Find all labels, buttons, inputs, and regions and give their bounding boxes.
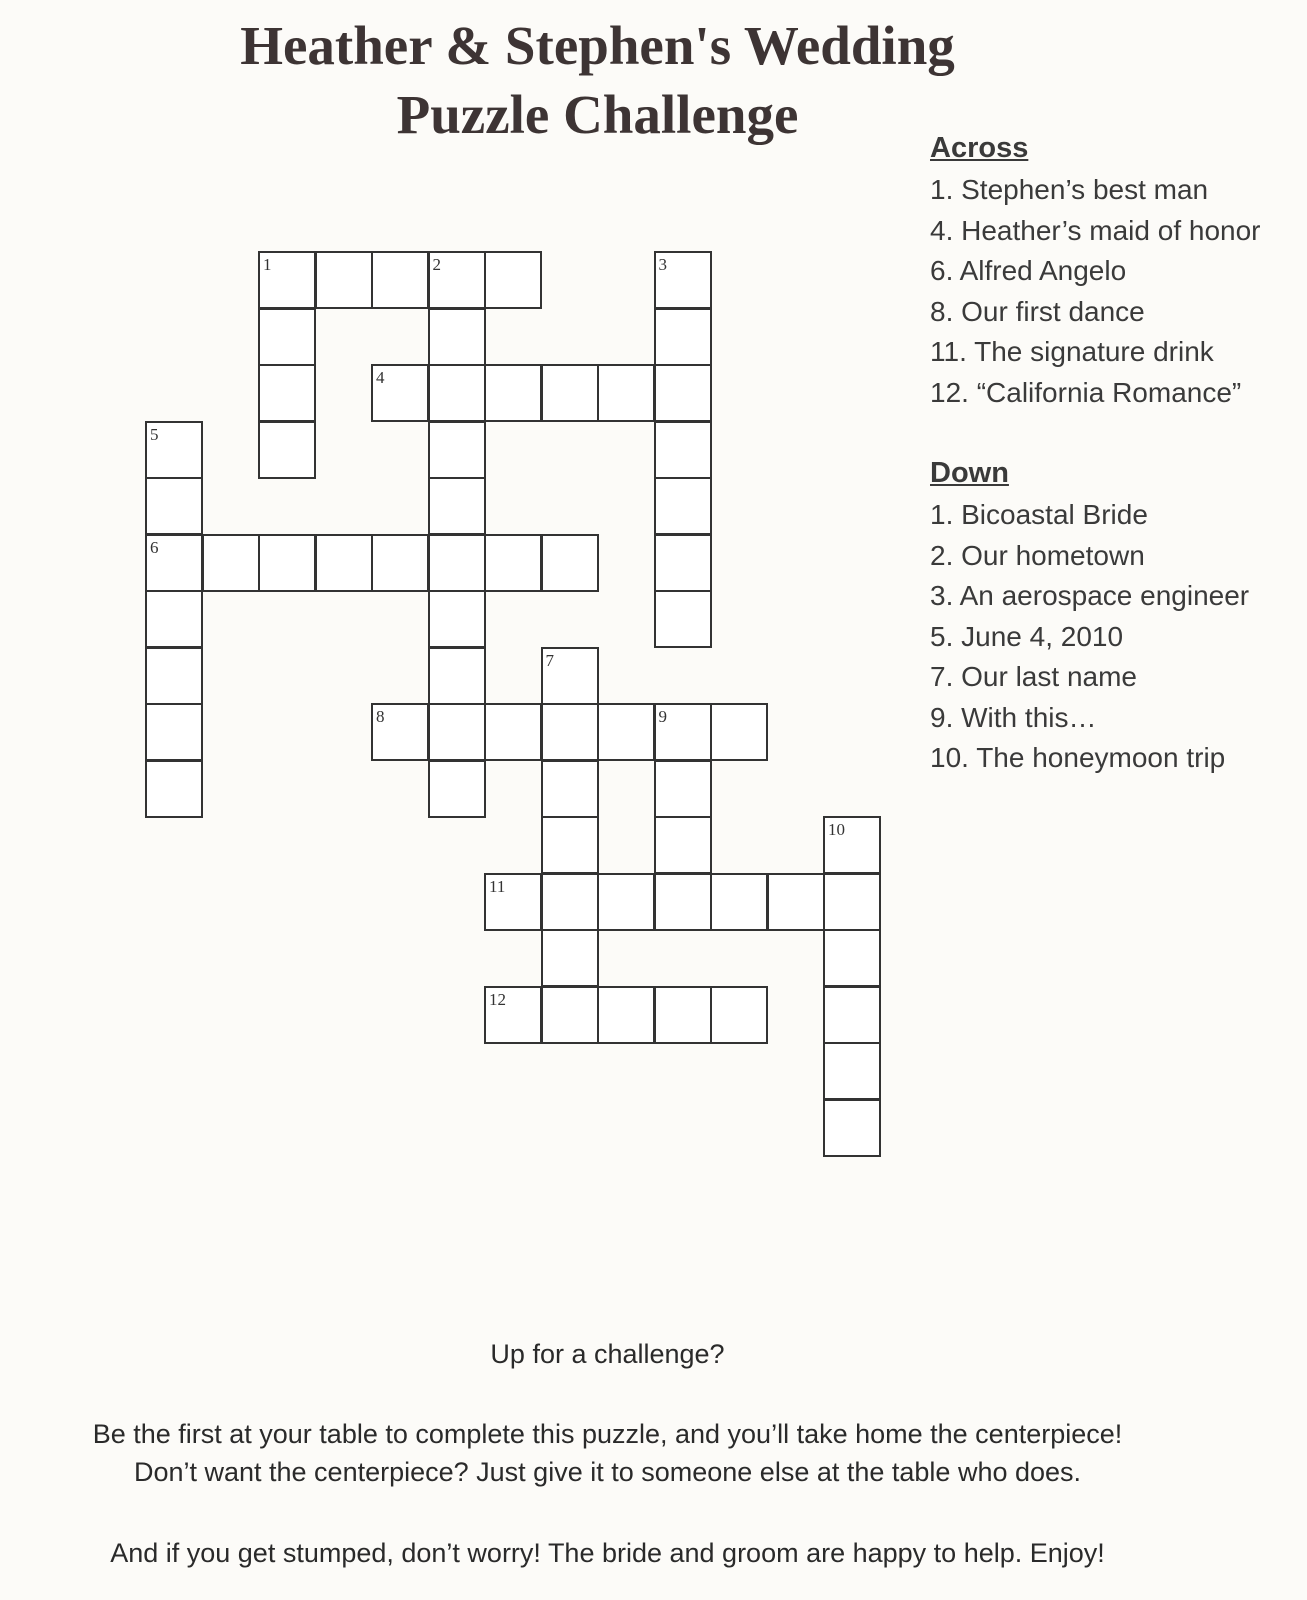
crossword-cell[interactable]: [258, 251, 316, 309]
crossword-cell[interactable]: [654, 986, 712, 1044]
crossword-cell[interactable]: [484, 703, 542, 761]
down-clue: 2. Our hometown: [930, 539, 1145, 571]
crossword-cell[interactable]: [710, 703, 768, 761]
page-title-line-1: Heather & Stephen's Wedding: [240, 15, 955, 76]
crossword-cell[interactable]: [597, 703, 655, 761]
crossword-cell[interactable]: [654, 590, 712, 648]
across-clue-list: [930, 170, 1261, 413]
crossword-cell[interactable]: [654, 760, 712, 818]
crossword-cell[interactable]: [654, 873, 712, 931]
down-clue: 7. Our last name: [930, 661, 1137, 692]
down-clue: 3. An aerospace engineer: [930, 580, 1250, 611]
clue-number: 5: [150, 424, 159, 444]
across-heading: Across: [930, 132, 1029, 164]
crossword-cell[interactable]: [597, 873, 655, 931]
crossword-cell[interactable]: [654, 421, 712, 479]
crossword-cell[interactable]: [258, 308, 316, 366]
crossword-cell[interactable]: [541, 986, 599, 1044]
page-title-line-2: Puzzle Challenge: [396, 84, 799, 145]
crossword-cell[interactable]: [145, 703, 203, 761]
crossword-cell[interactable]: [145, 477, 203, 535]
crossword-cell[interactable]: [428, 703, 486, 761]
crossword-cell[interactable]: [541, 703, 599, 761]
crossword-cell[interactable]: [823, 816, 881, 874]
crossword-cell[interactable]: [710, 986, 768, 1044]
crossword-cell[interactable]: [484, 873, 542, 931]
crossword-cell[interactable]: [654, 477, 712, 535]
clue-number: 12: [489, 989, 506, 1009]
clue-number: 11: [489, 876, 506, 896]
down-clue: 5. June 4, 2010: [930, 620, 1124, 652]
crossword-cell[interactable]: [428, 647, 486, 705]
crossword-cell[interactable]: [428, 590, 486, 648]
down-clue-list: [930, 495, 1249, 779]
crossword-cell[interactable]: [541, 873, 599, 931]
crossword-cell[interactable]: [145, 534, 203, 592]
crossword-cell[interactable]: [654, 251, 712, 309]
crossword-cell[interactable]: [484, 534, 542, 592]
clue-number: 10: [828, 820, 845, 839]
clue-number: 1: [263, 255, 272, 274]
footer-challenge-question: Up for a challenge?: [490, 1339, 725, 1369]
crossword-cell[interactable]: [541, 816, 599, 874]
across-clue: 4. Heather’s maid of honor: [930, 214, 1261, 246]
crossword-cell[interactable]: [823, 986, 881, 1044]
crossword-cell[interactable]: [654, 703, 712, 761]
clue-number: 9: [658, 707, 667, 726]
crossword-cell[interactable]: [258, 421, 316, 479]
crossword-cell[interactable]: [484, 251, 542, 309]
footer-instructions-line-1: Be the first at your table to complete this puzzle, and you’ll take home the centerpiece!: [92, 1419, 1123, 1449]
clue-number: 7: [545, 650, 554, 670]
clue-number: 2: [432, 255, 441, 274]
crossword-cell[interactable]: [428, 251, 486, 309]
crossword-cell[interactable]: [823, 873, 881, 931]
crossword-cell[interactable]: [258, 534, 316, 592]
crossword-cell[interactable]: [654, 364, 712, 422]
crossword-cell[interactable]: [315, 534, 373, 592]
across-clue: 12. “California Romance”: [930, 376, 1242, 408]
crossword-cell[interactable]: [823, 929, 881, 987]
crossword-cell[interactable]: [145, 421, 203, 479]
crossword-cell[interactable]: [484, 364, 542, 422]
crossword-cell[interactable]: [541, 534, 599, 592]
crossword-cell[interactable]: [484, 986, 542, 1044]
crossword-cell[interactable]: [541, 364, 599, 422]
crossword-cell[interactable]: [823, 1099, 881, 1157]
crossword-cell[interactable]: [371, 703, 429, 761]
crossword-cell[interactable]: [428, 364, 486, 422]
down-heading: Down: [930, 457, 1009, 489]
crossword-cell[interactable]: [371, 534, 429, 592]
down-clue: 10. The honeymoon trip: [930, 742, 1226, 773]
crossword-cell[interactable]: [428, 477, 486, 535]
crossword-cell[interactable]: [597, 986, 655, 1044]
crossword-cell[interactable]: [315, 251, 373, 309]
across-clue: 11. The signature drink: [930, 336, 1214, 367]
crossword-cell[interactable]: [654, 816, 712, 874]
footer-help-note: And if you get stumped, don’t worry! The bride and groom are happy to help. Enjoy!: [110, 1538, 1105, 1568]
clue-number: 8: [376, 707, 385, 726]
crossword-cell[interactable]: [541, 760, 599, 818]
clue-number: 3: [658, 255, 667, 274]
crossword-cell[interactable]: [145, 760, 203, 818]
down-clue: 9. With this…: [930, 701, 1097, 733]
across-clue: 1. Stephen’s best man: [930, 174, 1209, 205]
crossword-cell[interactable]: [710, 873, 768, 931]
clue-number: 4: [376, 368, 385, 387]
crossword-cell[interactable]: [823, 1042, 881, 1100]
crossword-cell[interactable]: [428, 421, 486, 479]
crossword-cell[interactable]: [428, 760, 486, 818]
crossword-cell[interactable]: [654, 308, 712, 366]
crossword-cell[interactable]: [145, 647, 203, 705]
crossword-cell[interactable]: [371, 364, 429, 422]
crossword-cell[interactable]: [202, 534, 260, 592]
crossword-cell[interactable]: [654, 534, 712, 592]
crossword-cell[interactable]: [597, 364, 655, 422]
crossword-cell[interactable]: [541, 929, 599, 987]
crossword-cell[interactable]: [428, 308, 486, 366]
clue-number: 6: [150, 537, 159, 557]
crossword-cell[interactable]: [428, 534, 486, 592]
footer-instructions-line-2: Don’t want the centerpiece? Just give it to someone else at the table who does.: [133, 1457, 1082, 1487]
crossword-cell[interactable]: [145, 590, 203, 648]
across-clue: 8. Our first dance: [930, 295, 1145, 327]
across-clue: 6. Alfred Angelo: [930, 255, 1127, 286]
crossword-cell[interactable]: [541, 647, 599, 705]
crossword-cell[interactable]: [371, 251, 429, 309]
crossword-cell[interactable]: [767, 873, 825, 931]
crossword-cell[interactable]: [258, 364, 316, 422]
down-clue: 1. Bicoastal Bride: [930, 499, 1148, 530]
